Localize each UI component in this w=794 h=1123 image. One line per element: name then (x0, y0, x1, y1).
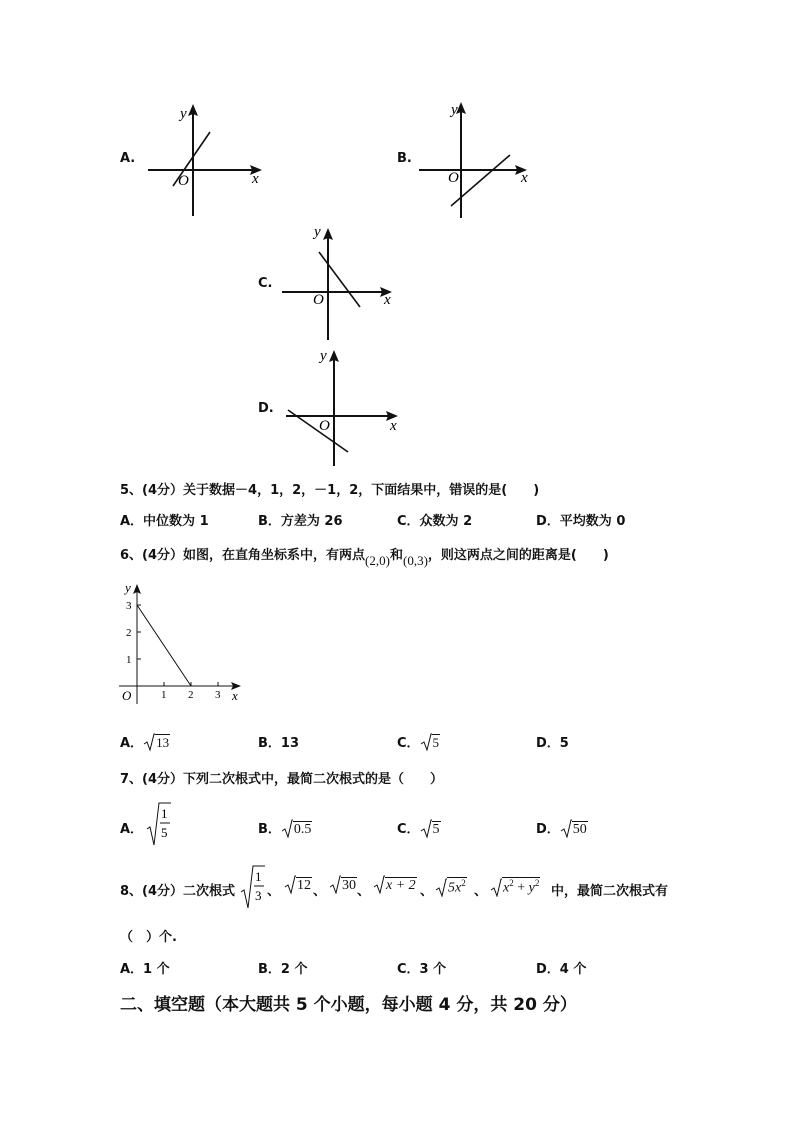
separator: 、 (267, 884, 281, 899)
q7-option-c: C． 5 (397, 822, 440, 837)
option-a-graph (140, 100, 270, 220)
separator: 、 (474, 884, 488, 899)
q8-radical-x2-plus-y2: $x^2 + y^2$ (490, 877, 540, 897)
q8-stem-c: （ ）个. (120, 930, 177, 945)
q8-option-b: B．2 个 (258, 962, 308, 977)
option-c-label: C. (258, 276, 273, 291)
axis-y-label: y (314, 224, 321, 240)
separator: 、 (357, 884, 371, 899)
axis-x-label: x (390, 418, 397, 434)
y-tick-3: 3 (126, 600, 132, 612)
q6-option-c: C． 5 (397, 735, 440, 751)
q7-option-b: B． 0.5 (258, 822, 312, 837)
axis-y-label: y (125, 580, 131, 595)
q8-stem-a: 8、(4分）二次根式 (120, 884, 236, 899)
q5-option-a: A．中位数为 1 (120, 514, 209, 529)
x-tick-1: 1 (161, 689, 167, 701)
origin-label: O (178, 173, 189, 189)
option-c-graph (280, 222, 402, 342)
q8-option-a: A．1 个 (120, 962, 170, 977)
origin-label: O (122, 688, 132, 703)
x-tick-2: 2 (188, 689, 194, 701)
origin-label: O (319, 418, 330, 434)
q8-option-d: D．4 个 (536, 962, 587, 977)
q7-stem: 7、(4分）下列二次根式中，最简二次根式的是（ ） (120, 772, 444, 787)
q5-option-d: D．平均数为 0 (536, 514, 626, 529)
axis-x-label: x (384, 292, 391, 308)
option-a-label: A. (120, 151, 136, 166)
option-b-label: B. (397, 151, 412, 166)
q8-radical-12: 12 (284, 877, 312, 894)
y-tick-2: 2 (126, 627, 132, 639)
origin-label: O (448, 170, 459, 186)
axis-x-label: x (252, 171, 259, 187)
q8-radical-x-plus-2: x + 2 (373, 877, 417, 894)
q7-option-a-label: A． (120, 822, 144, 837)
q7-option-d: D． 50 (536, 822, 587, 837)
origin-label: O (313, 292, 324, 308)
q6-option-b: B．13 (258, 736, 299, 751)
option-d-label: D. (258, 401, 274, 416)
q8-radical-5x2: $5x^2$ (435, 877, 467, 897)
point-b: (0,3) (402, 553, 428, 568)
option-d-graph (282, 344, 404, 468)
q8-stem-b: 中，最简二次根式有 (551, 884, 669, 899)
axis-y-label: y (320, 348, 327, 364)
q7-option-a-radical (146, 801, 172, 847)
axis-y-label: y (180, 106, 187, 122)
x-tick-3: 3 (215, 689, 221, 701)
fraction-numerator: 1 (255, 869, 262, 884)
q5-stem: 5、(4分）关于数据－4，1，2，－1，2，下面结果中，错误的是( ) (120, 483, 540, 498)
q5-option-b: B．方差为 26 (258, 514, 343, 529)
q5-option-c: C．众数为 2 (397, 514, 473, 529)
separator: 、 (313, 884, 327, 899)
axis-x-label: x (521, 170, 528, 186)
q8-radical-frac (240, 864, 266, 910)
q8-option-c: C．3 个 (397, 962, 447, 977)
q8-radical-30: 30 (329, 877, 357, 894)
q6-option-a: A． 13 (120, 735, 170, 751)
q6-stem: 6、(4分）如图，在直角坐标系中，有两点(2,0)和(0,3)，则这两点之间的距离是( ) (120, 548, 609, 568)
fraction-denominator: 5 (161, 825, 168, 840)
point-a: (2,0) (365, 553, 390, 568)
q6-graph (115, 578, 245, 708)
axis-y-label: y (451, 102, 458, 118)
section-title: 二、填空题（本大题共 5 个小题，每小题 4 分，共 20 分） (120, 995, 577, 1015)
fraction-denominator: 3 (255, 888, 262, 903)
y-tick-1: 1 (126, 654, 132, 666)
fraction-numerator: 1 (161, 806, 168, 821)
axis-x-label: x (232, 688, 238, 703)
q6-option-d: D．5 (536, 736, 569, 751)
separator: 、 (420, 884, 434, 899)
option-b-graph (415, 98, 535, 220)
